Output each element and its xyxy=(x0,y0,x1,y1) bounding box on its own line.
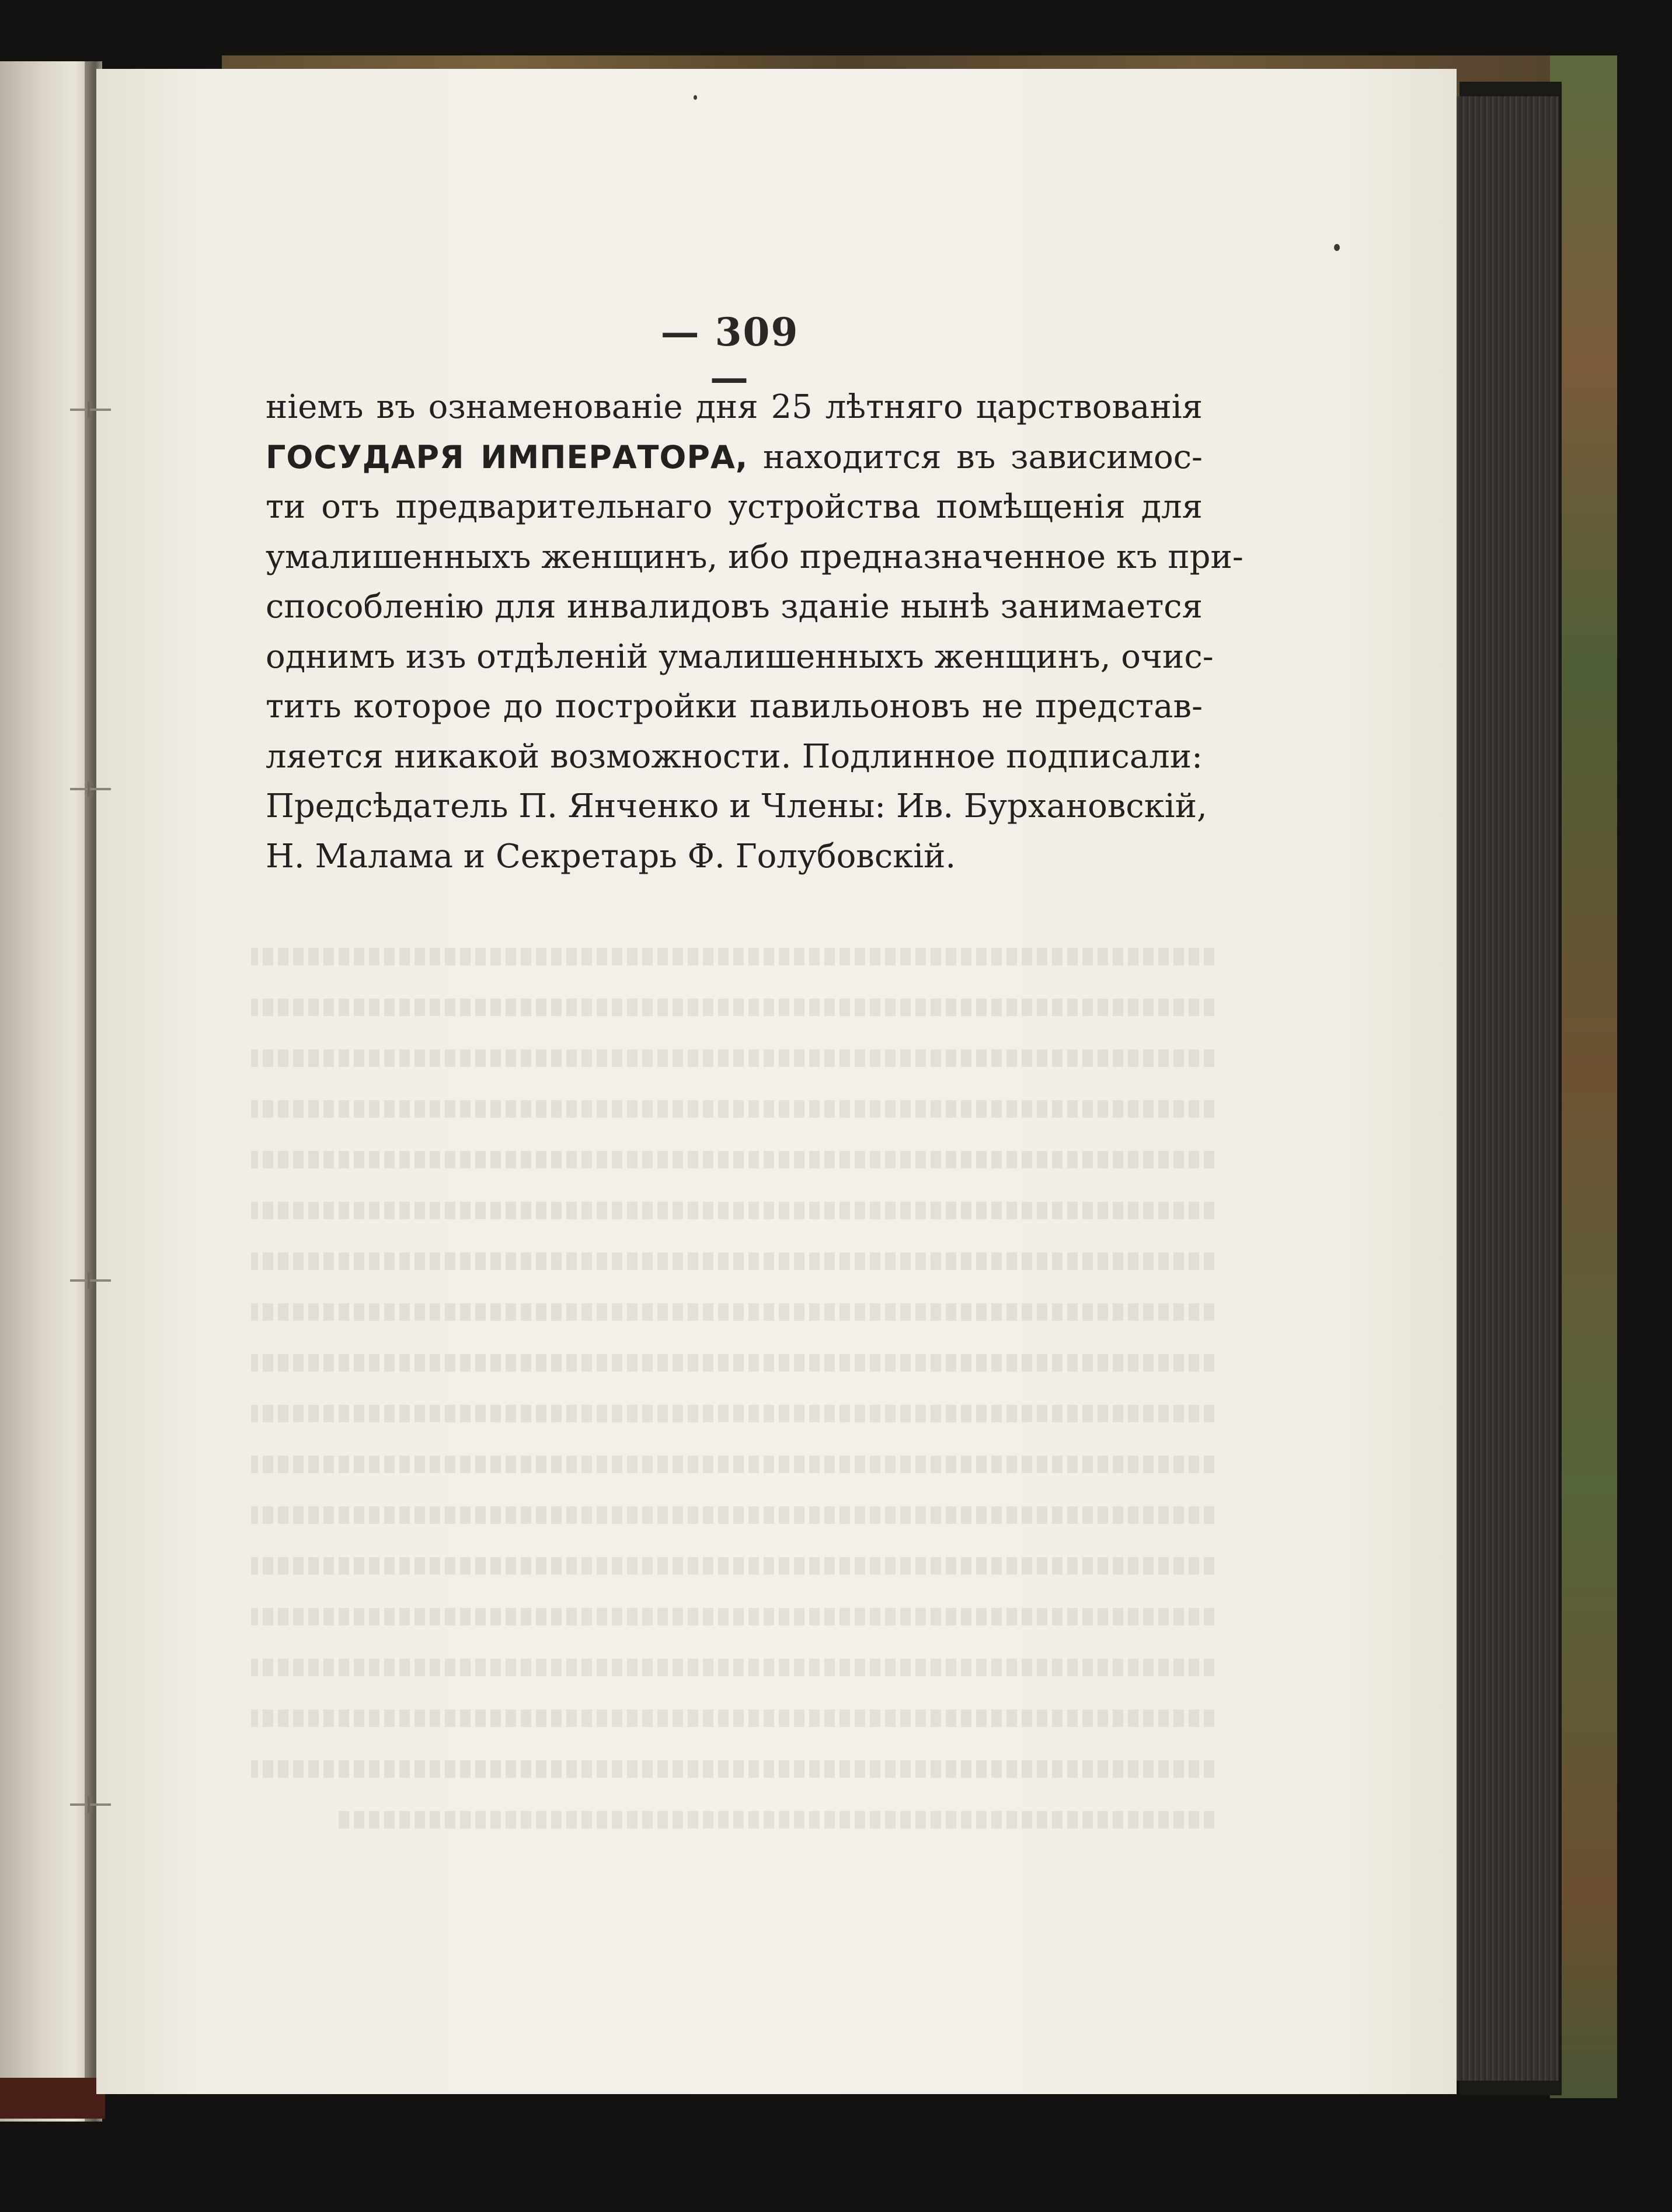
text-line-6: однимъ изъ отдѣленій умалишенныхъ женщинъ, очис- xyxy=(266,637,1214,676)
bleed-through-line xyxy=(251,1252,1214,1270)
binding-stitch-mark xyxy=(88,1796,90,1813)
text-line-7: тить которое до постройки павильоновъ не представ- xyxy=(266,688,1203,725)
page-body-text xyxy=(266,382,1243,881)
binding-stitch xyxy=(70,1803,111,1806)
bleed-through-line xyxy=(251,999,1214,1016)
binding-stitch xyxy=(70,409,111,411)
bleed-through-line xyxy=(251,1506,1214,1524)
text-line-2 xyxy=(266,432,1203,483)
binding-edge xyxy=(0,2078,105,2119)
text-line-8: ляется никакой возможности. Подлинное подписали: xyxy=(266,737,1203,776)
bleed-through-line xyxy=(251,1354,1214,1372)
text-line-5: способленію для инвалидовъ зданіе нынѣ занимается xyxy=(266,588,1203,626)
bleed-through-line xyxy=(251,1608,1214,1625)
text-line-4: умалишенныхъ женщинъ, ибо предназначенное къ при- xyxy=(266,538,1243,576)
emphasis-text: ГОСУДАРЯ ИМПЕРАТОРА, xyxy=(266,438,748,476)
bleed-through-line xyxy=(339,1811,1214,1829)
dust-speck xyxy=(694,95,697,100)
text-line-2-rest: находится въ зависимос- xyxy=(762,438,1203,476)
binding-stitch-mark xyxy=(88,402,90,418)
left-page-sliver xyxy=(0,61,88,2122)
bleed-through-line xyxy=(251,1303,1214,1321)
bleed-through-line xyxy=(251,1100,1214,1118)
bleed-through-line xyxy=(251,1557,1214,1575)
bleed-through-line xyxy=(251,1151,1214,1168)
page-block-edges xyxy=(1454,96,1559,2081)
page-number: — 309 — xyxy=(660,309,799,400)
bleed-through-line xyxy=(251,948,1214,965)
bleed-through-text xyxy=(251,846,1214,1862)
bleed-through-line xyxy=(251,1049,1214,1067)
binding-stitch xyxy=(70,1279,111,1282)
bleed-through-line xyxy=(251,1659,1214,1676)
bleed-through-line xyxy=(251,1456,1214,1473)
bleed-through-line xyxy=(251,1760,1214,1778)
text-line-3: ти отъ предварительнаго устройства помѣщенія для xyxy=(266,488,1203,526)
binding-stitch-mark xyxy=(88,781,90,797)
text-line-10: Н. Малама и Секретарь Ф. Голубовскій. xyxy=(266,837,956,875)
dust-speck xyxy=(1334,244,1340,251)
text-line-9: Предсѣдатель П. Янченко и Члены: Ив. Бурхановскій, xyxy=(266,787,1207,825)
text-line-1: ніемъ въ ознаменованіе дня 25 лѣтняго царствованія xyxy=(266,388,1203,426)
binding-stitch-mark xyxy=(88,1272,90,1289)
bleed-through-line xyxy=(251,1405,1214,1422)
binding-stitch xyxy=(70,788,111,790)
bleed-through-line xyxy=(251,1709,1214,1727)
bleed-through-line xyxy=(251,1202,1214,1219)
